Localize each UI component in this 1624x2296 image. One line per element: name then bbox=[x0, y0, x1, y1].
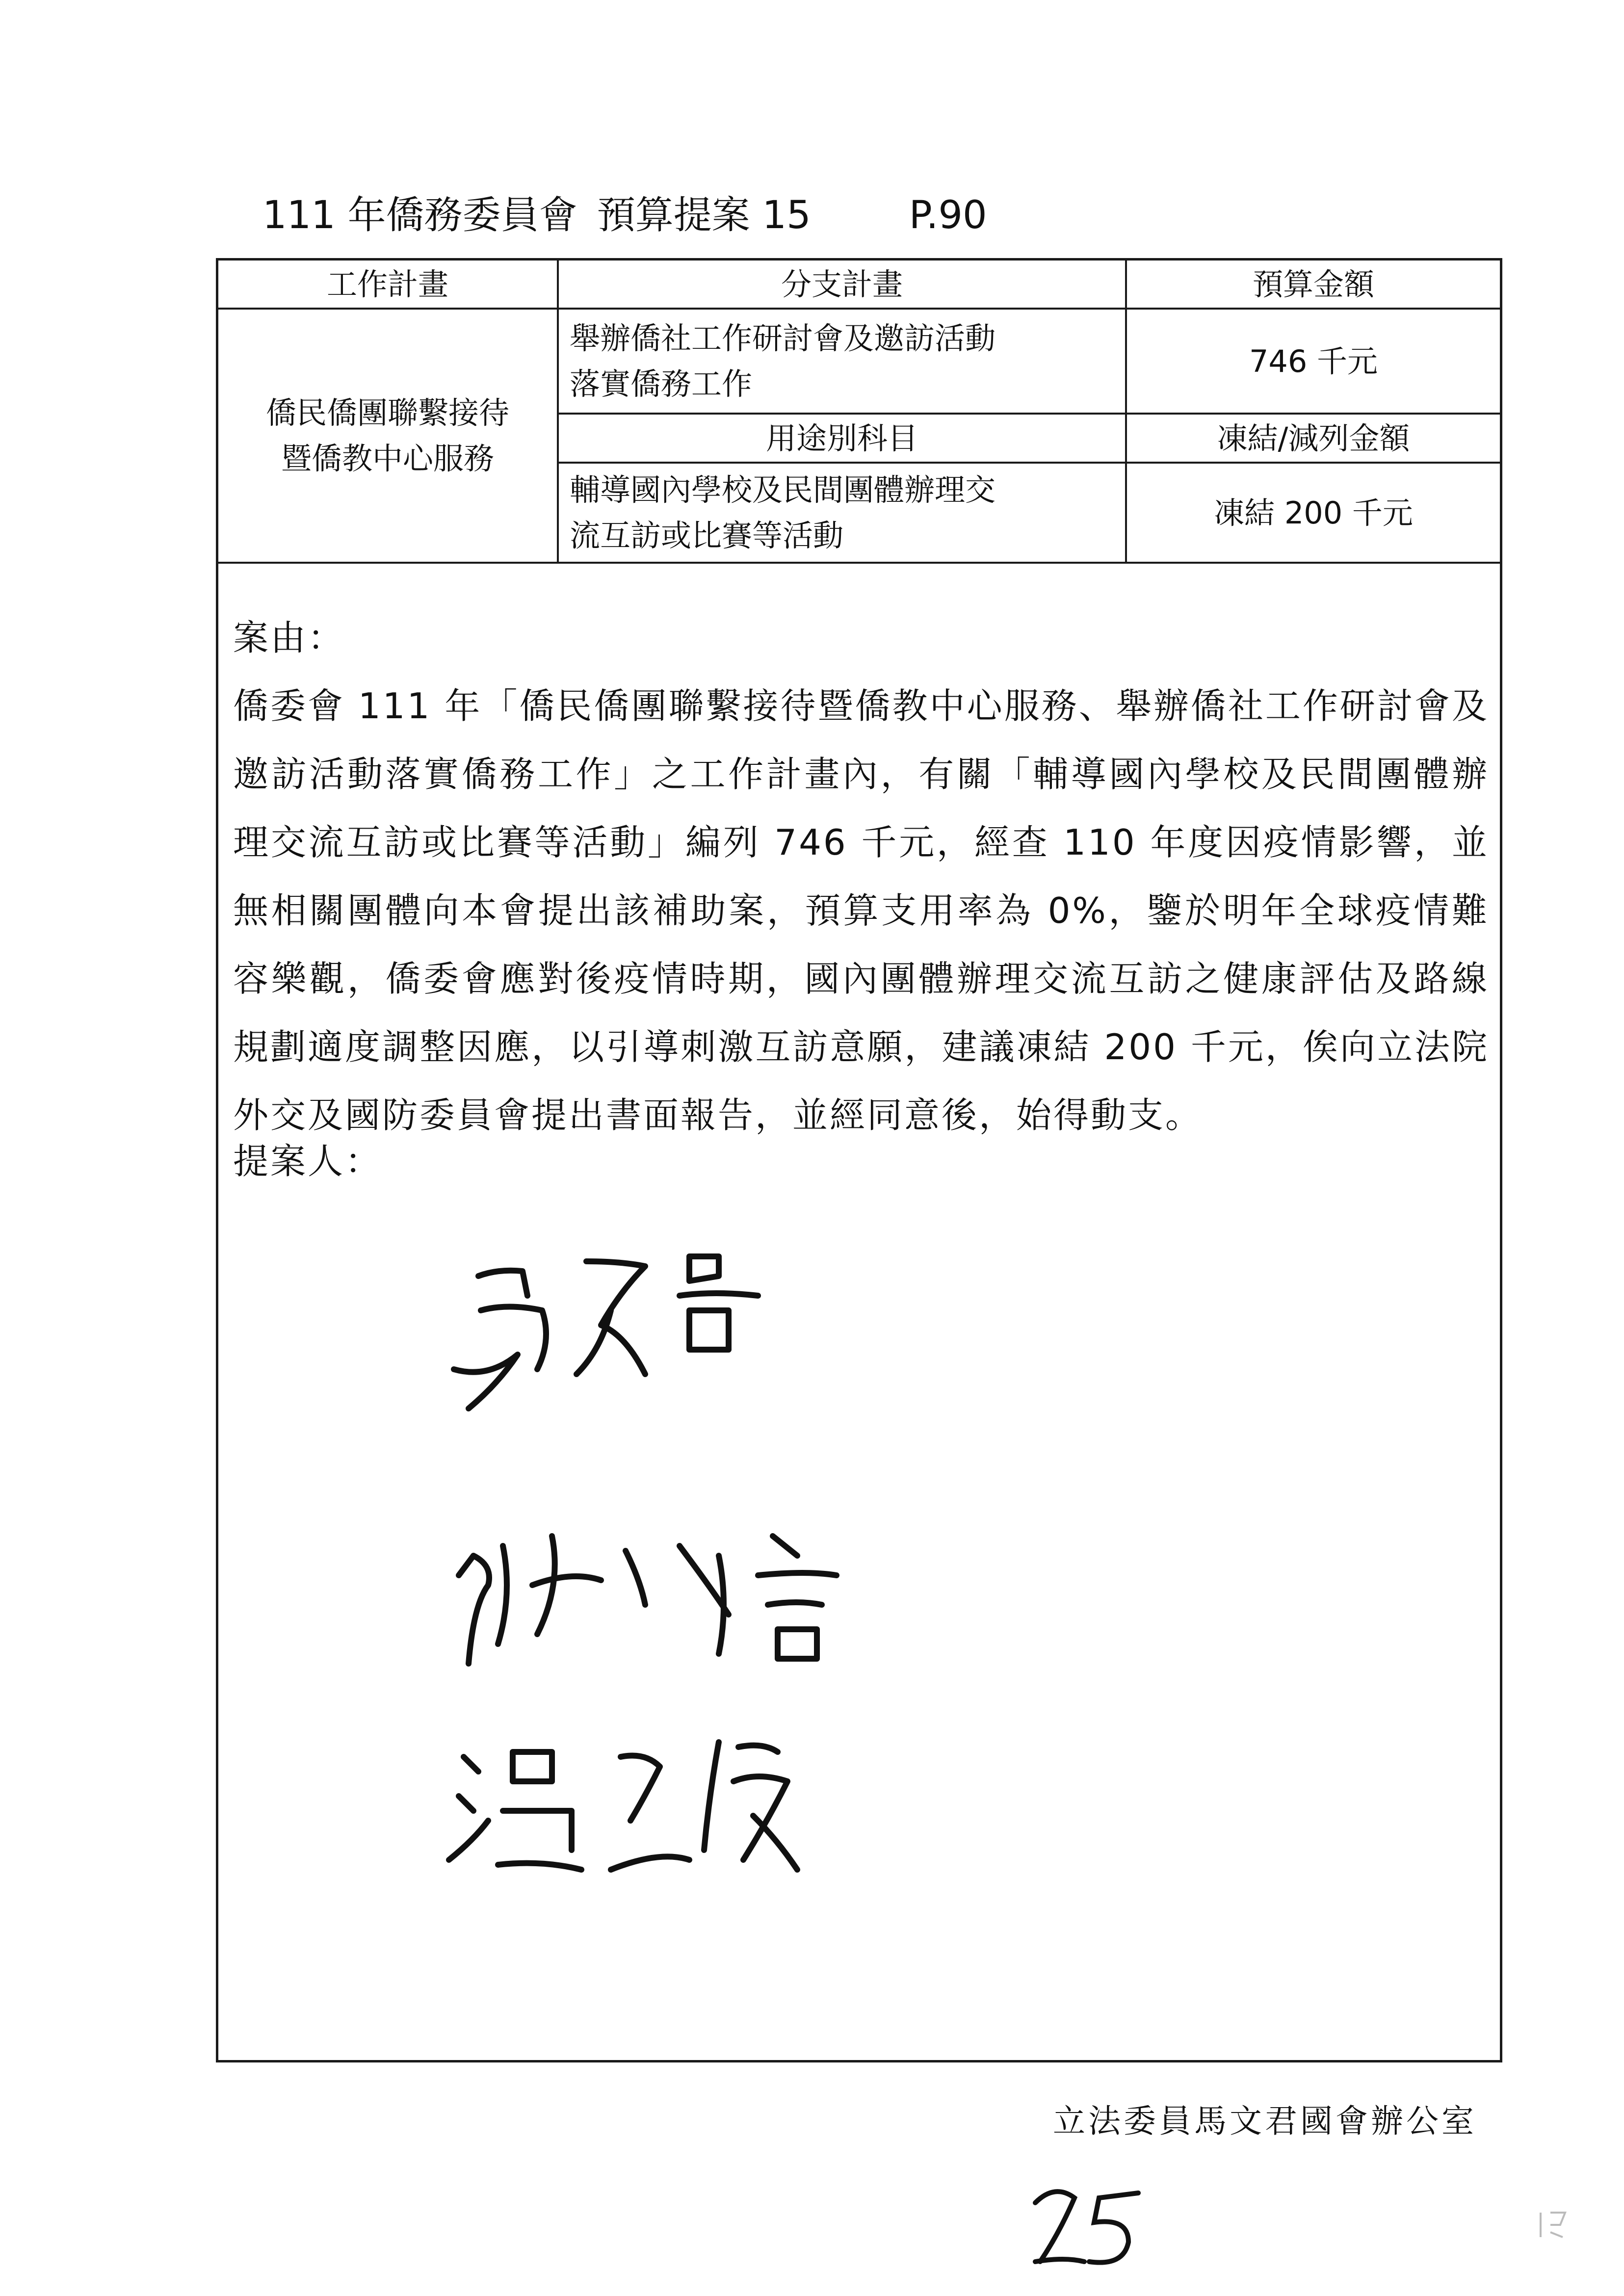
sub-plan-line: 落實僑務工作 bbox=[570, 366, 753, 402]
proposer-label: 提案人： bbox=[233, 1141, 383, 1182]
office-footer: 立法委員馬文君國會辦公室 bbox=[1053, 2102, 1477, 2140]
handwritten-signatures bbox=[415, 1163, 1298, 1948]
purpose-cell bbox=[559, 464, 1125, 562]
header-page-reference: P.90 bbox=[909, 193, 987, 237]
freeze-amount-cell: 凍結 200 千元 bbox=[1214, 495, 1413, 531]
header-year-title: 111 年僑務委員會 bbox=[262, 193, 577, 237]
signature-two bbox=[459, 1536, 837, 1664]
header-freeze-amount: 凍結/減列金額 bbox=[1217, 420, 1410, 456]
work-plan-cell bbox=[218, 310, 557, 562]
sub-plan-cell bbox=[559, 310, 1125, 413]
header-work-plan: 工作計畫 bbox=[326, 266, 448, 302]
work-plan-line: 僑民僑團聯繫接待 bbox=[265, 395, 509, 431]
header-purpose: 用途別科目 bbox=[765, 420, 918, 456]
header-budget: 預算金額 bbox=[1252, 266, 1374, 302]
sub-plan-line: 舉辦僑社工作研討會及邀訪活動 bbox=[570, 320, 996, 356]
table-rule bbox=[218, 562, 1500, 564]
handwritten-page-number bbox=[1025, 2173, 1153, 2271]
budget-amount-cell: 746 千元 bbox=[1249, 343, 1378, 379]
purpose-line: 流互訪或比賽等活動 bbox=[570, 518, 844, 553]
signature-one bbox=[454, 1256, 758, 1409]
document-header bbox=[262, 193, 987, 237]
budget-table bbox=[218, 261, 1500, 564]
work-plan-line: 暨僑教中心服務 bbox=[281, 441, 494, 476]
signature-three bbox=[449, 1742, 797, 1870]
proposal-frame bbox=[216, 258, 1502, 2062]
edge-scan-mark bbox=[1536, 2208, 1570, 2242]
reason-label: 案由： bbox=[233, 617, 345, 658]
reason-text: 僑委會 111 年「僑民僑團聯繫接待暨僑教中心服務、舉辦僑社工作研討會及邀訪活動落實僑務工作」之工作計畫內，有關「輔導國內學校及民間團體辦理交流互訪或比賽等活動」編列 746 千元，經查 110 年度因疫情影響，並無相關團體向本會提出該補助案，預算支用率為 0%，鑒於明年全球疫情難容樂觀，僑委會應對後疫情時期，國內團體辦理交流互訪之健康評估及路線規劃適度調整因應，以引導刺激互訪意願，建議凍結 200 千元，俟向立法院外交及國防委員會提出書面報告，並經同意後，始得動支。 bbox=[233, 685, 1489, 1136]
header-proposal-number: 預算提案 15 bbox=[597, 193, 811, 237]
header-sub-plan: 分支計畫 bbox=[781, 266, 903, 302]
purpose-line: 輔導國內學校及民間團體辦理交 bbox=[570, 472, 996, 508]
reason-section bbox=[233, 604, 1489, 1149]
